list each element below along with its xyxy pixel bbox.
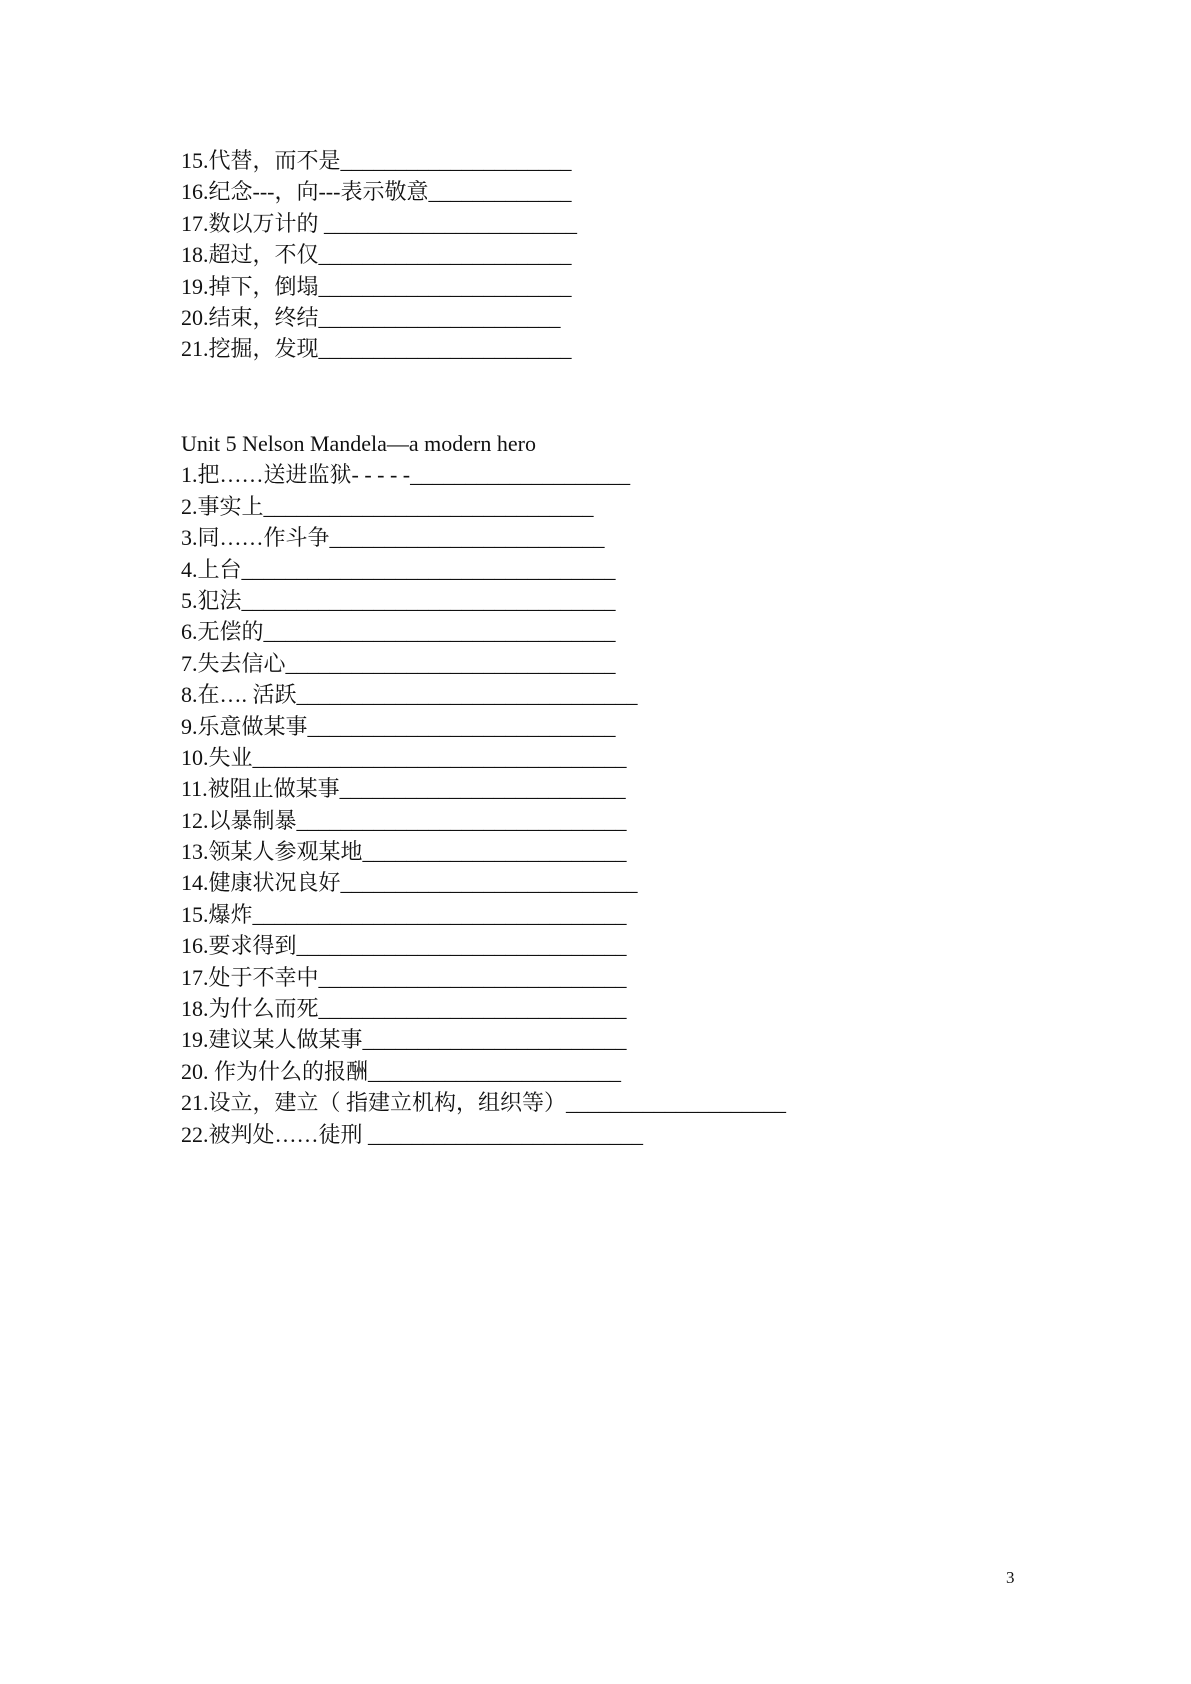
phrase-item: 13.领某人参观某地________________________ bbox=[181, 839, 627, 865]
phrase-item: 21.设立，建立（ 指建立机构，组织等）____________________ bbox=[181, 1090, 787, 1116]
phrase-item: 17.数以万计的 _______________________ bbox=[181, 210, 578, 236]
phrase-item: 4.上台__________________________________ bbox=[181, 556, 616, 582]
phrase-item: 20. 作为什么的报酬_______________________ bbox=[181, 1058, 622, 1084]
phrase-item: 9.乐意做某事____________________________ bbox=[181, 713, 616, 739]
phrase-item: 15.爆炸__________________________________ bbox=[181, 901, 627, 927]
phrase-item: 16.纪念---，向---表示敬意_____________ bbox=[181, 179, 572, 205]
phrase-item: 12.以暴制暴______________________________ bbox=[181, 807, 627, 833]
phrase-item: 19.建议某人做某事________________________ bbox=[181, 1027, 627, 1053]
phrase-item: 21.挖掘，发现_______________________ bbox=[181, 336, 572, 362]
phrase-item: 16.要求得到______________________________ bbox=[181, 933, 627, 959]
phrase-item: 20.结束，终结______________________ bbox=[181, 304, 561, 330]
phrase-item: 11.被阻止做某事__________________________ bbox=[181, 776, 626, 802]
phrase-item: 14.健康状况良好___________________________ bbox=[181, 870, 638, 896]
phrase-item: 2.事实上______________________________ bbox=[181, 493, 594, 519]
phrase-item: 5.犯法__________________________________ bbox=[181, 587, 616, 613]
unit5-section bbox=[181, 428, 786, 1150]
page-number: 3 bbox=[1006, 1568, 1015, 1587]
phrase-item: 15.代替，而不是_____________________ bbox=[181, 148, 572, 173]
phrase-item: 22.被判处……徒刑 _________________________ bbox=[181, 1121, 644, 1147]
phrase-item: 17.处于不幸中____________________________ bbox=[181, 964, 627, 990]
phrase-item: 10.失业__________________________________ bbox=[181, 744, 627, 770]
phrase-list-continued bbox=[181, 145, 577, 365]
phrase-item: 19.掉下，倒塌_______________________ bbox=[181, 273, 572, 299]
phrase-item: 18.为什么而死____________________________ bbox=[181, 996, 627, 1022]
phrase-item: 8.在…. 活跃_______________________________ bbox=[181, 682, 638, 708]
phrase-item: 3.同……作斗争_________________________ bbox=[181, 525, 605, 551]
phrase-item: 6.无偿的________________________________ bbox=[181, 619, 616, 645]
phrase-item: 1.把……送进监狱- - - - -____________________ bbox=[181, 462, 631, 488]
unit-heading: Unit 5 Nelson Mandela—a modern hero bbox=[181, 431, 536, 456]
phrase-item: 18.超过，不仅_______________________ bbox=[181, 242, 572, 268]
phrase-item: 7.失去信心______________________________ bbox=[181, 650, 616, 676]
